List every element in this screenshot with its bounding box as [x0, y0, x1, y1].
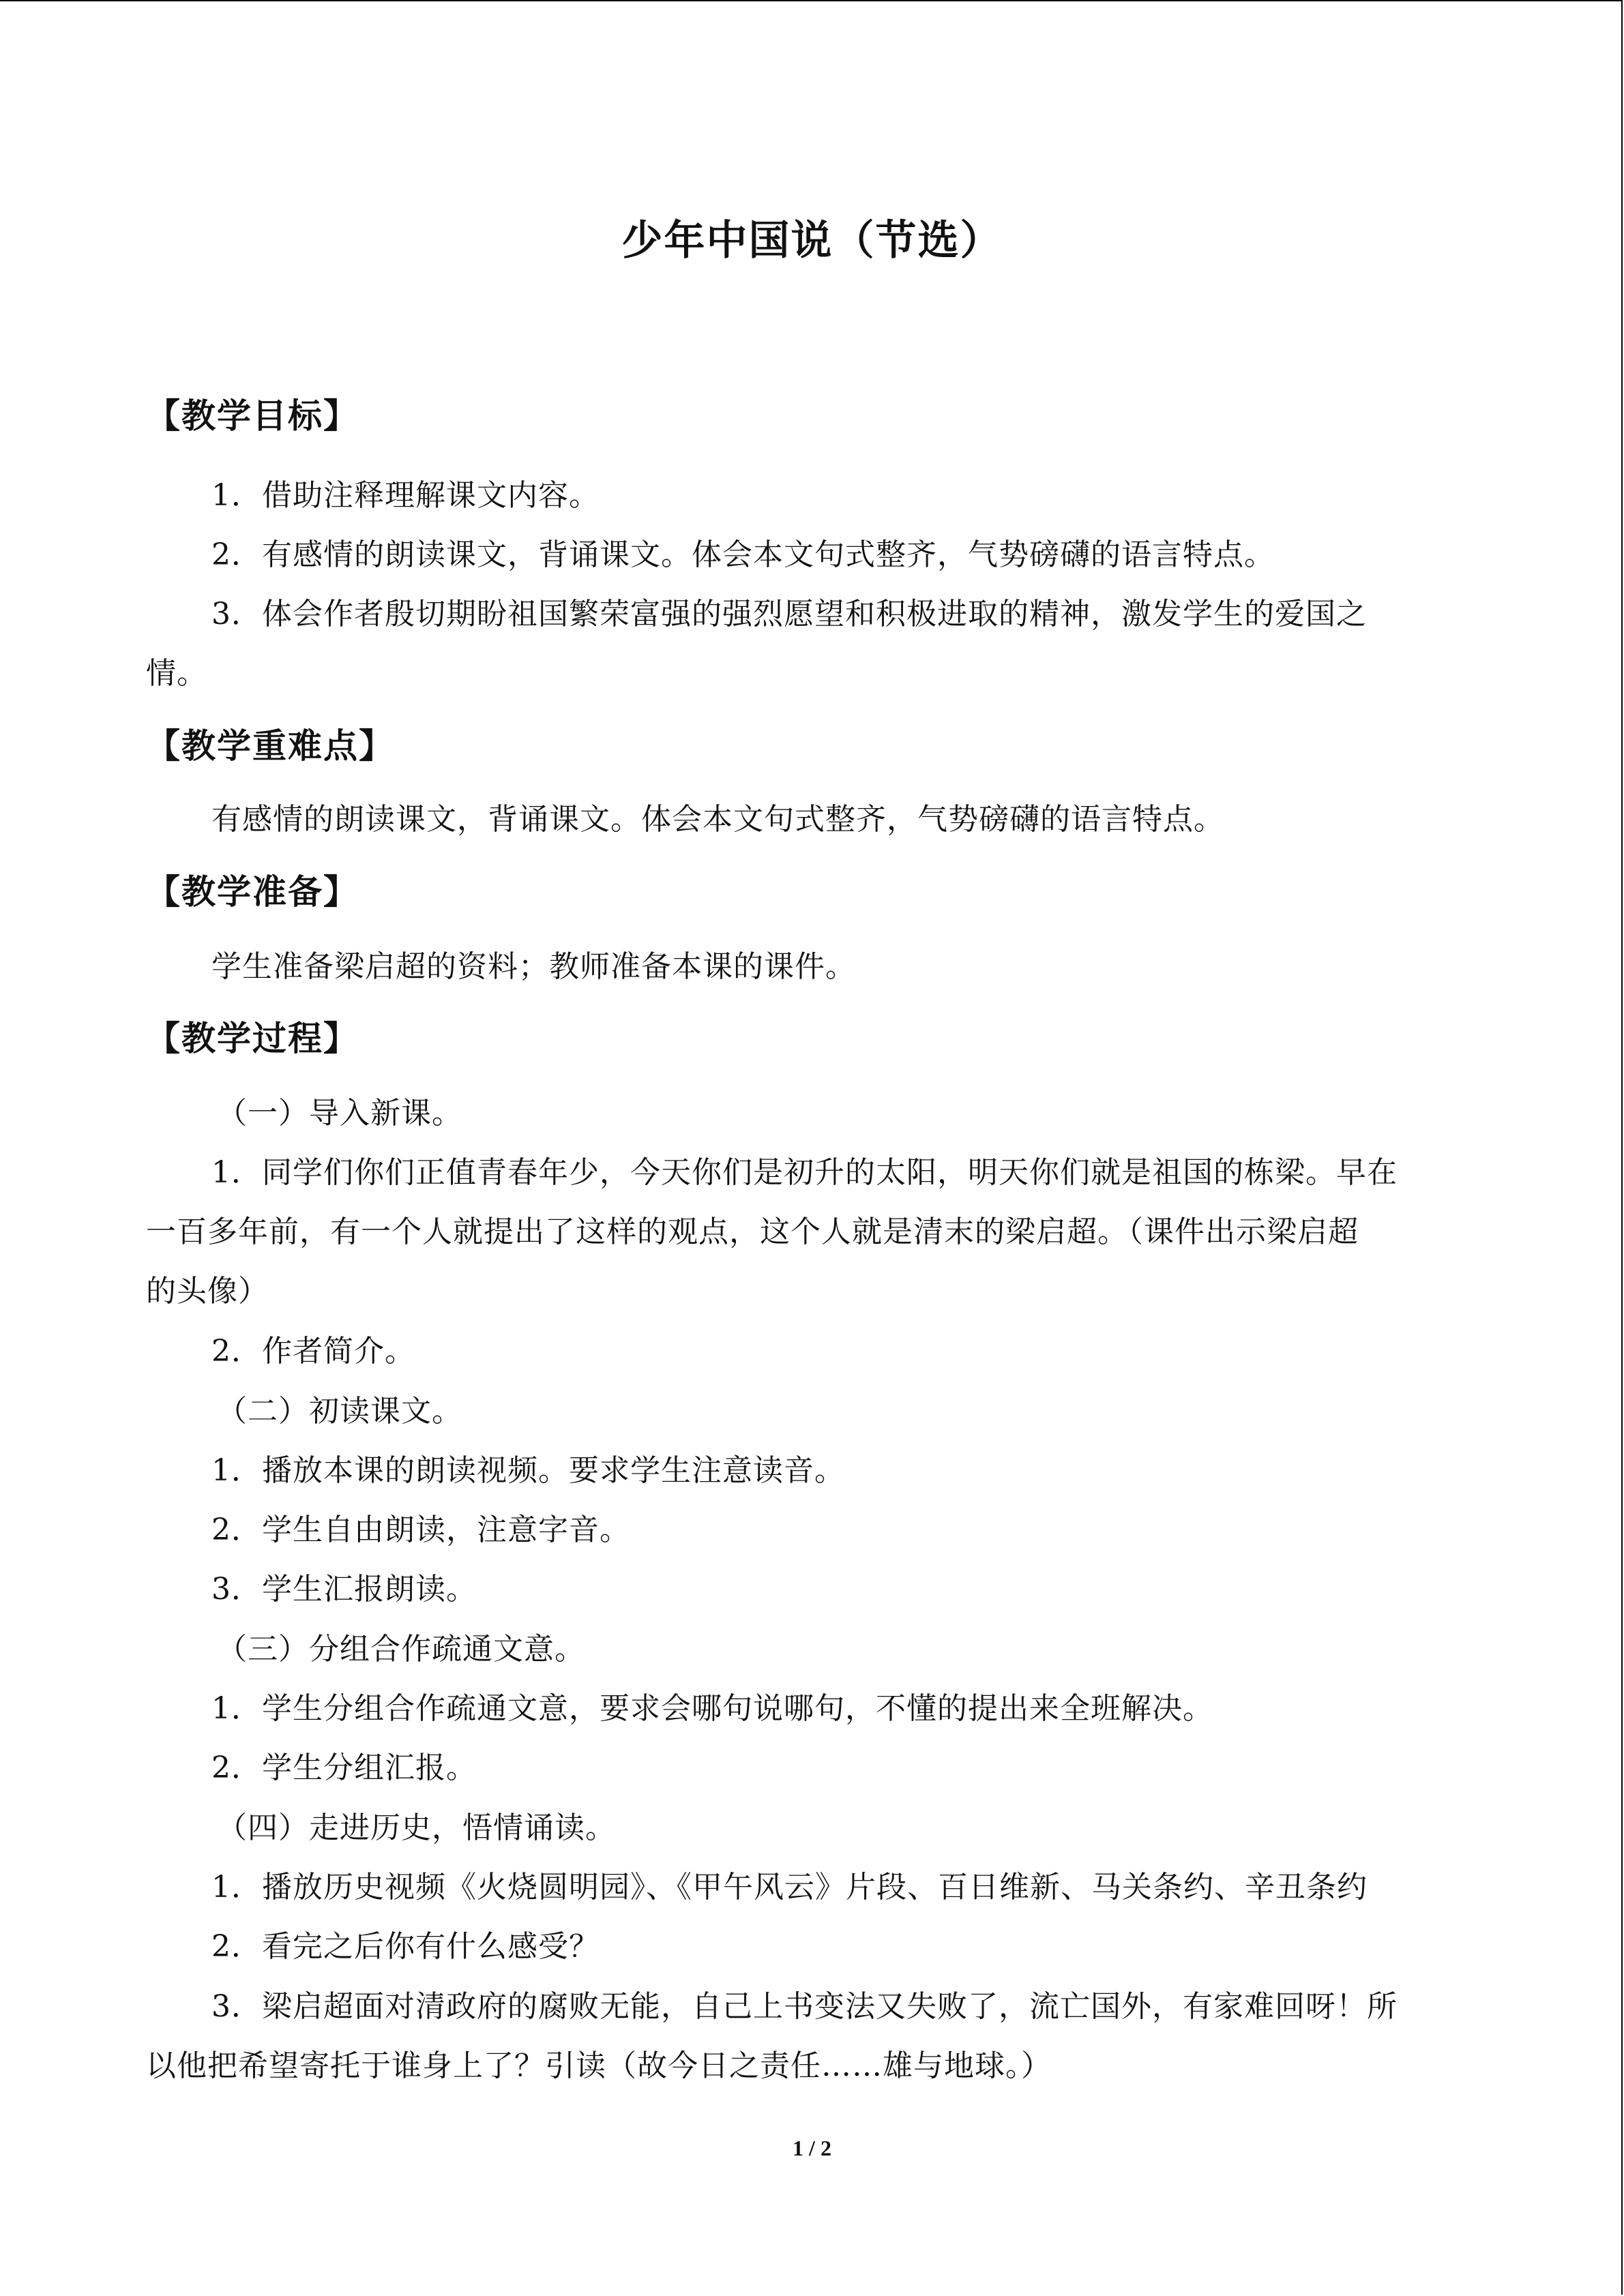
objective-item: 2．有感情的朗读课文，背诵课文。体会本文句式整齐，气势磅礴的语言特点。 — [211, 537, 1275, 572]
heading-key-points: 【教学重难点】 — [146, 726, 394, 766]
process-line: 1．播放本课的朗读视频。要求学生注意读音。 — [211, 1453, 845, 1488]
key-points-text: 有感情的朗读课文，背诵课文。体会本文句式整齐，气势磅礴的语言特点。 — [211, 802, 1224, 837]
process-line: 2．看完之后你有什么感受？ — [211, 1929, 600, 1964]
process-line: 3．梁启超面对清政府的腐败无能，自己上书变法又失败了，流亡国外，有家难回呀！所 — [211, 1989, 1398, 2024]
process-line: 一百多年前，有一个人就提出了这样的观点，这个人就是清末的梁启超。（课件出示梁启超 — [146, 1214, 1359, 1249]
process-subheading: （二）初读课文。 — [217, 1394, 462, 1429]
document-title: 少年中国说（节选） — [621, 217, 1003, 265]
process-line: 3．学生汇报朗读。 — [211, 1572, 477, 1607]
heading-preparation: 【教学准备】 — [146, 872, 359, 912]
objective-item-continuation: 情。 — [146, 656, 207, 691]
process-line: 以他把希望寄托于谁身上了？引读（故今日之责任……雄与地球。） — [146, 2048, 1052, 2083]
process-subheading: （三）分组合作疏通文意。 — [217, 1632, 585, 1667]
process-subheading: （四）走进历史，悟情诵读。 — [217, 1810, 616, 1845]
objective-item: 3．体会作者殷切期盼祖国繁荣富强的强烈愿望和积极进取的精神，激发学生的爱国之 — [211, 597, 1367, 631]
process-line: 1．播放历史视频《火烧圆明园》、《甲午风云》片段、百日维新、马关条约、辛丑条约 — [211, 1870, 1368, 1905]
process-line: 1．同学们你们正值青春年少，今天你们是初升的太阳，明天你们就是祖国的栋梁。早在 — [211, 1155, 1398, 1190]
process-line: 2．学生自由朗读，注意字音。 — [211, 1512, 630, 1547]
process-line: 的头像） — [146, 1274, 269, 1309]
process-line: 2．作者简介。 — [211, 1334, 415, 1369]
preparation-text: 学生准备梁启超的资料；教师准备本课的课件。 — [211, 949, 856, 984]
heading-process: 【教学过程】 — [146, 1019, 359, 1058]
process-line: 2．学生分组汇报。 — [211, 1750, 477, 1785]
objective-item: 1．借助注释理解课文内容。 — [211, 478, 600, 513]
page-number: 1 / 2 — [793, 2136, 831, 2160]
process-subheading: （一）导入新课。 — [217, 1096, 462, 1131]
heading-objectives: 【教学目标】 — [146, 396, 359, 436]
process-line: 1．学生分组合作疏通文意，要求会哪句说哪句，不懂的提出来全班解决。 — [211, 1691, 1213, 1726]
